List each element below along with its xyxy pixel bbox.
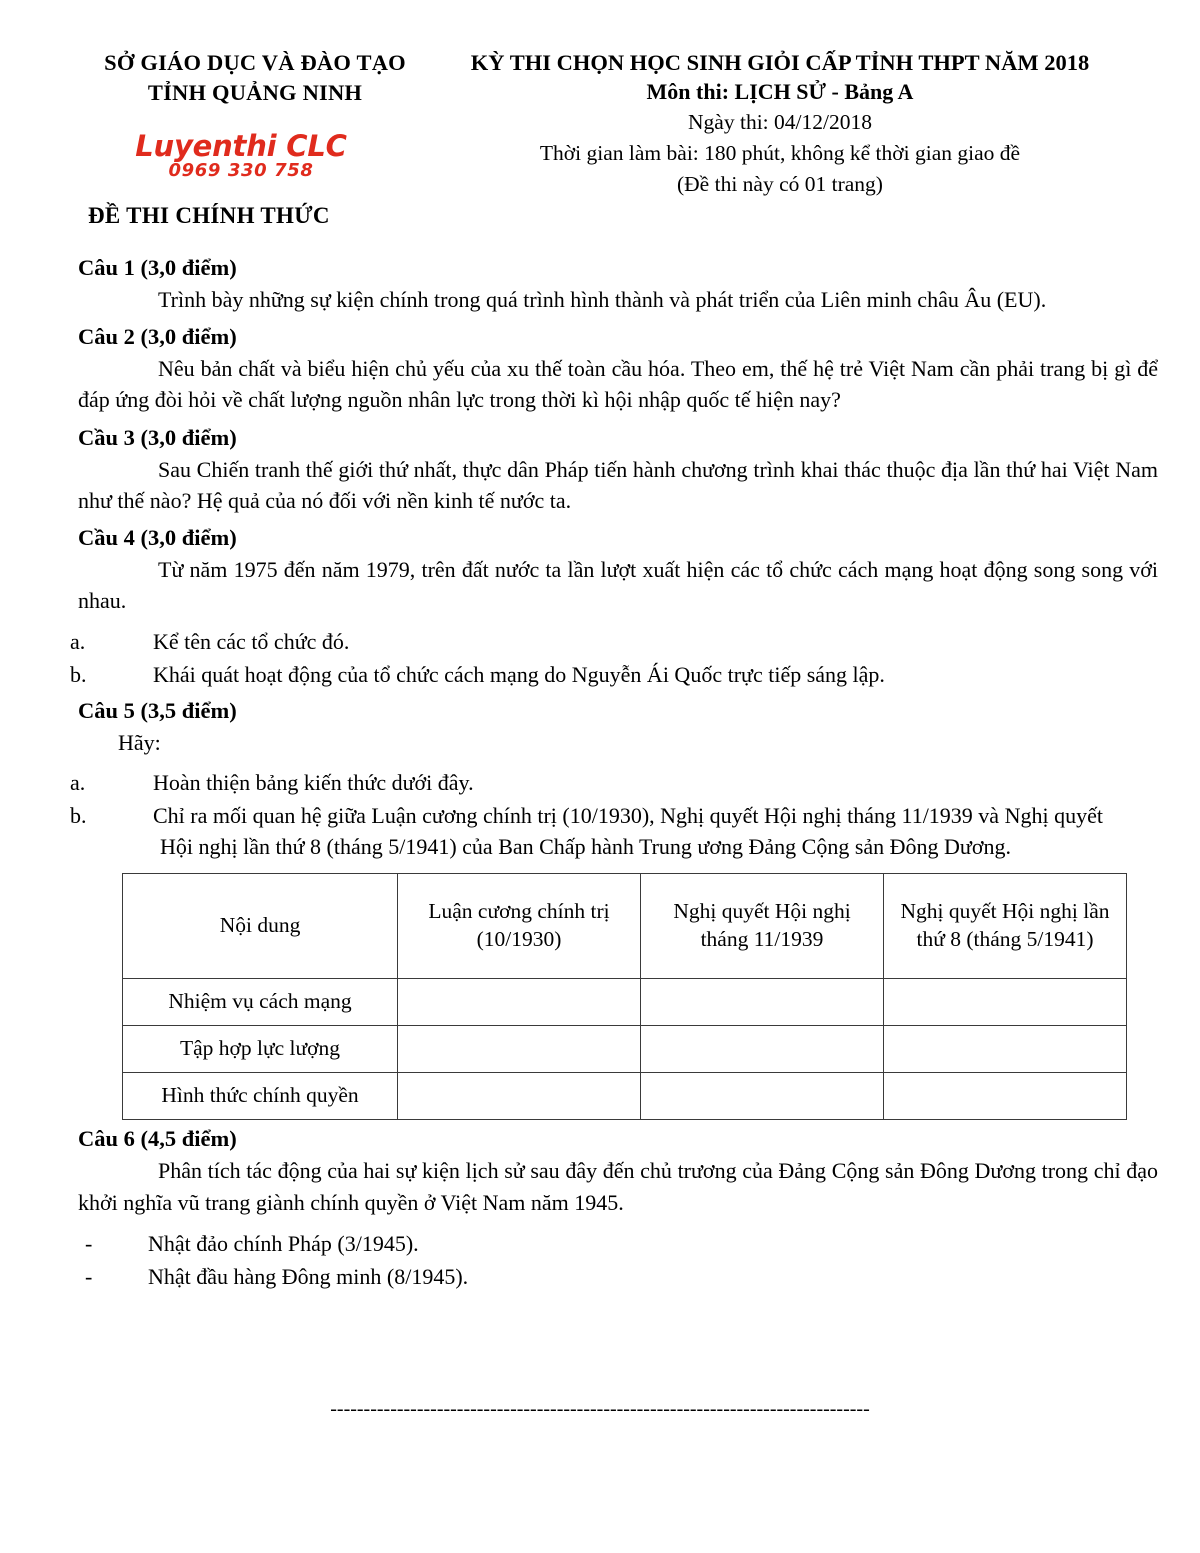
knowledge-table-row-1-cell-0[interactable] [398, 1026, 641, 1073]
question-6-dash-item-1-marker: - [85, 1230, 93, 1256]
question-4-subitem-b-text: Khái quát hoạt động của tổ chức cách mạng do Nguyễn Ái Quốc trực tiếp sáng lập. [153, 661, 885, 687]
knowledge-table-row-0-cell-0[interactable] [398, 979, 641, 1026]
question-4-body: Từ năm 1975 đến năm 1979, trên đất nước ta lần lượt xuất hiện các tổ chức cách mạng hoạt động song song với nhau. [78, 557, 1158, 614]
question-4-title: Cầu 4 (3,0 điểm) [78, 525, 237, 551]
knowledge-table-row-2-cell-0[interactable] [398, 1073, 641, 1120]
knowledge-table-row-0-label: Nhiệm vụ cách mạng [123, 979, 398, 1026]
luyenthi-clc-logo [106, 129, 376, 181]
issuing-authority-block [55, 48, 455, 107]
question-6-dash-item-1 [0, 1227, 1200, 1260]
question-6 [0, 1126, 1200, 1292]
knowledge-table-wrapper [0, 873, 1200, 1120]
knowledge-table-row-1-cell-1[interactable] [641, 1026, 884, 1073]
question-6-dash-item-2 [0, 1260, 1200, 1293]
question-5-subitem-b-marker: b. [70, 802, 87, 828]
question-2-title: Câu 2 (3,0 điểm) [78, 324, 237, 350]
knowledge-table-header-0: Nội dung [123, 874, 398, 979]
question-5-lead: Hãy: [118, 730, 161, 756]
knowledge-table-row-0-cell-1[interactable] [641, 979, 884, 1026]
table-row [123, 979, 1127, 1026]
knowledge-table-row-2-label: Hình thức chính quyền [123, 1073, 398, 1120]
knowledge-table-row-1-cell-2[interactable] [884, 1026, 1127, 1073]
question-4-subitems [0, 626, 1200, 691]
knowledge-table [122, 873, 1127, 1120]
question-4-subitem-a-text: Kể tên các tổ chức đó. [153, 628, 350, 654]
knowledge-table-header-row [123, 874, 1127, 979]
exam-info-block [430, 48, 1130, 200]
question-4-subitem-b [0, 659, 1200, 691]
exam-title: KỲ THI CHỌN HỌC SINH GIỎI CẤP TỈNH THPT NĂM 2018 [470, 50, 1090, 75]
question-6-dash-item-1-text: Nhật đảo chính Pháp (3/1945). [148, 1230, 419, 1256]
question-6-title: Câu 6 (4,5 điểm) [78, 1126, 237, 1152]
question-3-body: Sau Chiến tranh thế giới thứ nhất, thực dân Pháp tiến hành chương trình khai thác thuộc địa lần thứ hai Việt Nam như thế nào? Hệ quả của nó đối với nền kinh tế nước ta. [78, 456, 1158, 513]
question-4-subitem-b-marker: b. [70, 661, 87, 687]
table-row [123, 1073, 1127, 1120]
question-2-body: Nêu bản chất và biểu hiện chủ yếu của xu thế toàn cầu hóa. Theo em, thế hệ trẻ Việt Nam cần phải trang bị gì để đáp ứng đòi hỏi về chất lượng nguồn nhân lực trong thời kì hội nhập quốc tế hiện nay? [78, 356, 1158, 413]
question-5-subitem-a [0, 767, 1200, 799]
knowledge-table-header-3: Nghị quyết Hội nghị lần thứ 8 (tháng 5/1941) [884, 874, 1127, 979]
knowledge-table-body [123, 979, 1127, 1120]
question-4-subitem-a [0, 626, 1200, 658]
table-row [123, 1026, 1127, 1073]
official-exam-label: ĐỀ THI CHÍNH THỨC [88, 203, 330, 228]
knowledge-table-row-1-label: Tập hợp lực lượng [123, 1026, 398, 1073]
question-6-dash-item-2-marker: - [85, 1263, 93, 1289]
exam-page-count: (Đề thi này có 01 trang) [677, 172, 883, 197]
question-5-title: Câu 5 (3,5 điểm) [78, 698, 237, 724]
logo-phone-number: 0969 330 758 [168, 160, 314, 181]
knowledge-table-header-1: Luận cương chính trị (10/1930) [398, 874, 641, 979]
question-6-dash-items [0, 1227, 1200, 1293]
logo-brand-text: Luyenthi CLC [135, 129, 347, 163]
question-4 [0, 525, 1200, 690]
question-5-subitem-b-text: Chỉ ra mối quan hệ giữa Luận cương chính trị (10/1930), Nghị quyết Hội nghị tháng 11/1939 và Nghị quyết Hội nghị lần thứ 8 (tháng 5/1941) của Ban Chấp hành Trung ương Đảng Cộng sản Đông Dương. [153, 802, 1103, 860]
knowledge-table-row-2-cell-1[interactable] [641, 1073, 884, 1120]
question-5-subitem-b [0, 800, 1200, 864]
question-1-body: Trình bày những sự kiện chính trong quá trình hình thành và phát triển của Liên minh châu Âu (EU). [158, 287, 1047, 312]
question-5-subitem-a-text: Hoàn thiện bảng kiến thức dưới đây. [153, 769, 474, 795]
question-5-subitems [0, 767, 1200, 864]
question-3-title: Cầu 3 (3,0 điểm) [78, 424, 237, 450]
question-4-subitem-a-marker: a. [70, 628, 86, 654]
question-5 [0, 698, 1200, 1120]
question-3 [0, 425, 1200, 516]
question-5-subitem-a-marker: a. [70, 769, 86, 795]
knowledge-table-row-0-cell-2[interactable] [884, 979, 1127, 1026]
exam-date: Ngày thi: 04/12/2018 [688, 109, 872, 134]
department-name-line1: SỞ GIÁO DỤC VÀ ĐÀO TẠO [104, 50, 406, 75]
question-1-title: Câu 1 (3,0 điểm) [78, 255, 237, 280]
department-name-line2: TỈNH QUẢNG NINH [147, 79, 363, 105]
knowledge-table-head [123, 874, 1127, 979]
question-6-dash-item-2-text: Nhật đầu hàng Đông minh (8/1945). [148, 1263, 469, 1289]
footer-separator: --------------------------------------------------------------------------------- [330, 1398, 870, 1420]
knowledge-table-row-2-cell-2[interactable] [884, 1073, 1127, 1120]
knowledge-table-header-2: Nghị quyết Hội nghị tháng 11/1939 [641, 874, 884, 979]
question-1 [0, 255, 1200, 315]
question-6-body: Phân tích tác động của hai sự kiện lịch sử sau đây đến chủ trương của Đảng Cộng sản Đông Dương trong chỉ đạo khởi nghĩa vũ trang giành chính quyền ở Việt Nam năm 1945. [78, 1158, 1158, 1215]
exam-questions-container [0, 255, 1200, 1301]
exam-subject: Môn thi: LỊCH SỬ - Bảng A [646, 79, 914, 105]
exam-duration: Thời gian làm bài: 180 phút, không kể thời gian giao đề [539, 141, 1021, 166]
document-header [0, 0, 1200, 228]
question-2 [0, 324, 1200, 415]
